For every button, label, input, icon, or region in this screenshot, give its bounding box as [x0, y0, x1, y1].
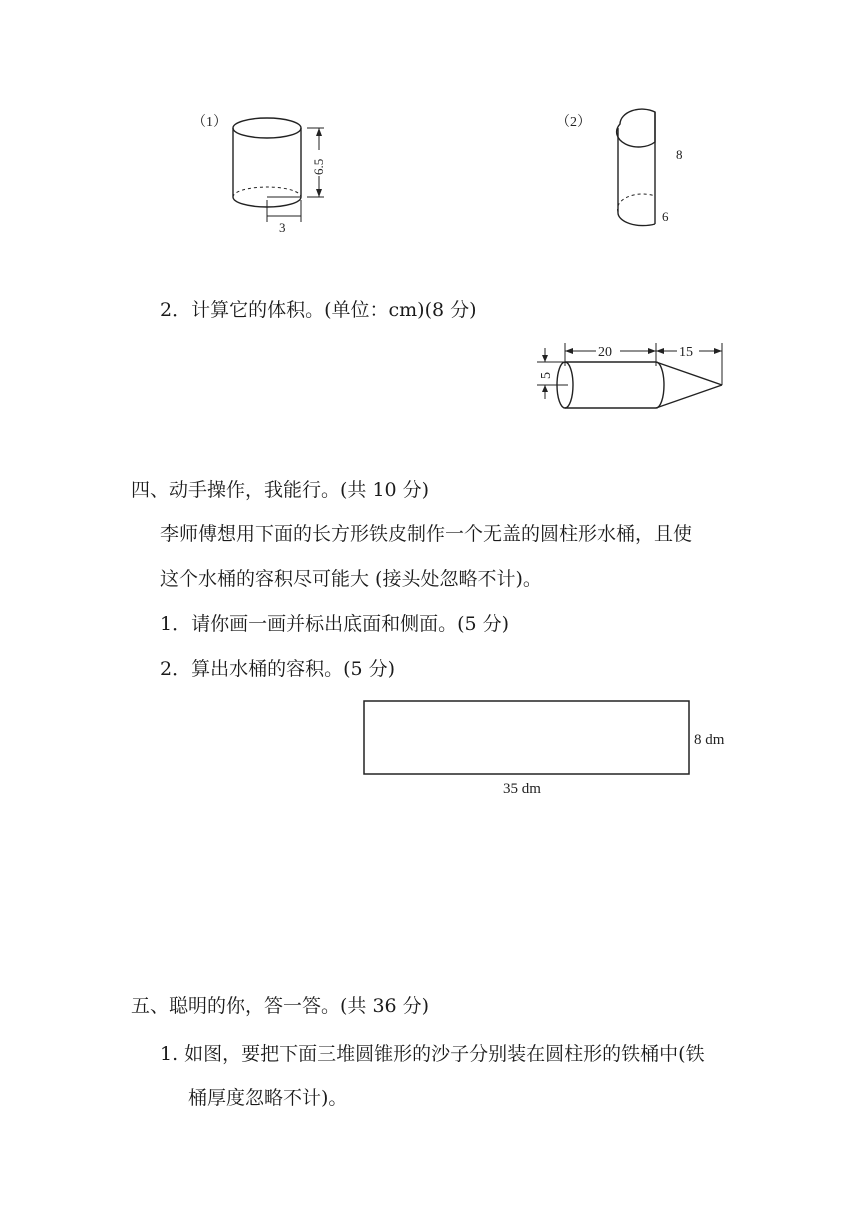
radius-label-5: 5 [539, 372, 554, 379]
section-5-q1-line2: 桶厚度忽略不计)。 [188, 1087, 348, 1109]
section-5-q1-line1: 1. 如图，要把下面三堆圆锥形的沙子分别装在圆柱形的铁桶中(铁 [160, 1043, 705, 1065]
figure-cylinder-cone [0, 330, 860, 430]
half-cylinder-bottom-front [618, 212, 655, 226]
cylinder-1-bottom-back [233, 187, 301, 197]
figure-cylinder-1 [0, 0, 860, 260]
height-label-6-5: 6.5 [311, 158, 326, 175]
radius-arrow-top [542, 355, 548, 362]
height-arrow-bottom [316, 189, 322, 197]
figure-2-label: （2） [556, 115, 591, 130]
half-cylinder-top [617, 109, 655, 147]
dim-label-15: 15 [679, 345, 693, 360]
half-cylinder-bottom-back [617, 194, 655, 212]
diameter-label-6: 6 [662, 209, 669, 224]
dim-arrow [565, 348, 573, 354]
rectangle-figure [0, 690, 860, 810]
rect-height-label: 8 dm [694, 732, 725, 748]
cone-top-edge [656, 362, 722, 385]
section-4-q2: 2．算出水桶的容积。(5 分) [160, 658, 396, 680]
section-4-para-line2: 这个水桶的容积尽可能大 (接头处忽略不计)。 [160, 568, 542, 590]
figure-1-label: （1） [192, 115, 227, 130]
cone-bottom-edge [656, 385, 722, 408]
cyl-right-face [656, 362, 664, 408]
cylinder-1-top [233, 118, 301, 138]
rect-width-label: 35 dm [503, 781, 541, 797]
section-4-title: 四、动手操作，我能行。(共 10 分) [131, 479, 430, 501]
height-label-8: 8 [676, 147, 683, 162]
dim-arrow [648, 348, 656, 354]
dim-arrow [656, 348, 664, 354]
radius-label-3: 3 [279, 220, 286, 235]
iron-sheet-rectangle [364, 701, 689, 774]
dim-arrow [714, 348, 722, 354]
radius-arrow-bottom [542, 385, 548, 392]
question-2-text: 2．计算它的体积。(单位：cm)(8 分) [160, 299, 477, 321]
dim-label-20: 20 [598, 345, 612, 360]
height-arrow-top [316, 128, 322, 136]
section-4-q1: 1．请你画一画并标出底面和侧面。(5 分) [160, 613, 510, 635]
section-5-title: 五、聪明的你，答一答。(共 36 分) [131, 995, 430, 1017]
section-4-para-line1: 李师傅想用下面的长方形铁皮制作一个无盖的圆柱形水桶，且使 [160, 523, 693, 545]
